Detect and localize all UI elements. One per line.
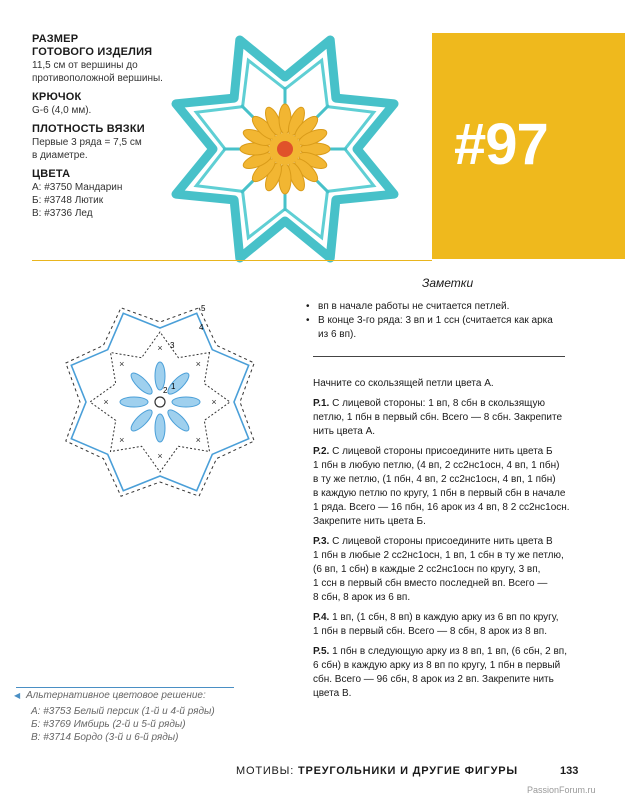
diagram-magic-ring — [155, 397, 165, 407]
row-1-line: нить цвета А. — [313, 426, 376, 437]
row-2-line: С лицевой стороны присоедините нить цвета Б — [329, 446, 553, 457]
intro-text: Начните со скользящей петли цвета А. — [313, 378, 494, 389]
row-4-line: 1 пбн в первый сбн. Всего — 8 сбн, 8 арок из 8 вп. — [313, 626, 547, 637]
note-bullet-2 — [306, 314, 608, 328]
row-5-line: 6 сбн) в каждую арку из 8 вп по кругу, 1 пбн в первый — [313, 660, 561, 671]
hook-text: G-6 (4,0 мм). — [32, 105, 92, 116]
alt-divider — [16, 687, 234, 688]
row-5 — [313, 645, 581, 701]
row-label-2: 2 — [163, 386, 168, 395]
size-title-2: ГОТОВОГО ИЗДЕЛИЯ — [32, 46, 153, 58]
note-text-2: В конце 3-го ряда: 3 вп и 1 ссн (считается как арка — [318, 315, 553, 326]
row-4-line: 1 вп, (1 сбн, 8 вп) в каждую арку из 6 вп по кругу, — [329, 612, 559, 623]
diagram-stitch-mark: × — [211, 397, 217, 407]
color-b: Б: #3748 Лютик — [32, 195, 104, 206]
motif-spoke — [316, 105, 329, 118]
size-text-2: противоположной вершины. — [32, 73, 163, 84]
alt-block — [14, 689, 244, 744]
row-label-4: 4 — [199, 323, 204, 332]
diagram-stitch-mark: × — [195, 435, 201, 446]
row-3-line: 1 ссн в первый сбн вместо последней вп. Всего — — [313, 578, 548, 589]
motif-photo — [160, 30, 410, 268]
divider-line — [32, 260, 432, 261]
row-1-label: Р.1. — [313, 398, 330, 409]
row-1-line: петлю, 1 пбн в первый сбн. Всего — 8 сбн. Закрепите — [313, 412, 563, 423]
alt-title-row — [14, 689, 244, 702]
diagram-stitch-mark: × — [157, 451, 163, 461]
alt-color-b: Б: #3769 Имбирь (2-й и 5-й ряды) — [31, 719, 186, 730]
size-text-1: 11,5 см от вершины до — [32, 60, 138, 71]
hook-title: КРЮЧОК — [32, 91, 82, 103]
row-3-line: 8 сбн, 8 арок из 6 вп. — [313, 592, 411, 603]
gauge-text-2: в диаметре. — [32, 150, 88, 161]
row-3-line: (6 вп, 1 сбн) в каждые 2 сс2нс1осн по кругу, 3 вп, — [313, 564, 541, 575]
crochet-diagram — [62, 278, 262, 518]
colors-title: ЦВЕТА — [32, 168, 71, 180]
note-bullet-3 — [318, 328, 608, 342]
row-4 — [313, 611, 581, 639]
motif-spoke — [241, 105, 254, 118]
diagram-petal — [155, 414, 165, 442]
diagram-stitch-mark: × — [119, 435, 125, 446]
note-bullet-1 — [306, 300, 608, 314]
diagram-picot-edge — [66, 308, 254, 496]
page-number: 133 — [560, 765, 579, 777]
notes-divider — [313, 356, 565, 357]
alt-title: Альтернативное цветовое решение: — [25, 690, 206, 701]
row-2-label: Р.2. — [313, 446, 330, 457]
diagram-petal — [172, 397, 200, 407]
row-label-3: 3 — [170, 341, 175, 350]
alt-color-a: А: #3753 Белый персик (1-й и 4-й ряды) — [31, 706, 215, 717]
diagram-petal — [120, 397, 148, 407]
triangle-icon: ◀ — [14, 691, 21, 700]
row-2-line: Закрепите нить цвета Б. — [313, 516, 426, 527]
diagram-stitch-mark: × — [119, 358, 125, 369]
row-label-1: 1 — [171, 382, 176, 391]
instructions — [313, 377, 581, 701]
running-footer — [236, 765, 518, 777]
diagram-petal — [165, 407, 192, 434]
color-a: А: #3750 Мандарин — [32, 182, 123, 193]
watermark: PassionForum.ru — [527, 785, 596, 795]
note-text-3: из 6 вп). — [318, 329, 357, 340]
row-2-line: в ту же петлю, (1 пбн, 4 вп, 2 сс2нс1осн, 4 вп, 1 пбн) — [313, 474, 556, 485]
row-4-label: Р.4. — [313, 612, 330, 623]
footer-prefix: МОТИВЫ: — [236, 765, 295, 777]
row-3-label: Р.3. — [313, 536, 330, 547]
diagram-outer-star — [71, 313, 248, 490]
gauge-title: ПЛОТНОСТЬ ВЯЗКИ — [32, 123, 145, 135]
pattern-number-badge — [432, 33, 625, 259]
row-2-line: 1 ряда. Всего — 16 пбн, 16 арок из 4 вп, 8 2 сс2нс1осн. — [313, 502, 570, 513]
note-text-1: вп в начале работы не считается петлей. — [318, 301, 510, 312]
row-1-line: С лицевой стороны: 1 вп, 8 сбн в скользящую — [329, 398, 546, 409]
diagram-petal — [128, 370, 155, 397]
row-5-line: цвета В. — [313, 688, 352, 699]
row-5-line: 1 пбн в следующую арку из 8 вп, 1 вп, (6 сбн, 2 вп, — [329, 646, 567, 657]
row-2-line: 1 пбн в любую петлю, (4 вп, 2 сс2нс1осн, 4 вп, 1 пбн) — [313, 460, 560, 471]
motif-spoke — [316, 180, 329, 193]
motif-center-dot — [277, 141, 293, 157]
row-3 — [313, 535, 581, 605]
diagram-stitch-mark: × — [195, 358, 201, 369]
size-title-1: РАЗМЕР — [32, 33, 79, 45]
row-1 — [313, 397, 581, 439]
notes-title: Заметки — [422, 276, 474, 290]
alt-color-c: В: #3714 Бордо (3-й и 6-й ряды) — [31, 732, 179, 743]
bullet-dot: • — [306, 301, 310, 312]
row-3-line: С лицевой стороны присоедините нить цвета В — [329, 536, 553, 547]
row-3-line: 1 пбн в любые 2 сс2нс1осн, 1 вп, 1 сбн в ту же петлю, — [313, 550, 564, 561]
diagram-stitch-mark: × — [157, 343, 163, 353]
row-label-5: 5 — [201, 304, 206, 313]
row-5-line: сбн. Всего — 96 сбн, 8 арок из 2 вп. Закрепите нить — [313, 674, 554, 685]
color-c: В: #3736 Лед — [32, 208, 93, 219]
diagram-petal — [128, 407, 155, 434]
bullet-dot: • — [306, 315, 310, 326]
row-2 — [313, 445, 581, 529]
motif-spoke — [241, 180, 254, 193]
footer-section: ТРЕУГОЛЬНИКИ И ДРУГИЕ ФИГУРЫ — [297, 765, 518, 777]
diagram-stitch-mark: × — [103, 397, 109, 407]
row-2-line: в каждую петлю по кругу, 1 пбн в первый сбн в начале — [313, 488, 566, 499]
row-5-label: Р.5. — [313, 646, 330, 657]
pattern-number: #97 — [454, 112, 548, 177]
diagram-petal — [165, 370, 192, 397]
gauge-text-1: Первые 3 ряда = 7,5 см — [32, 137, 142, 148]
